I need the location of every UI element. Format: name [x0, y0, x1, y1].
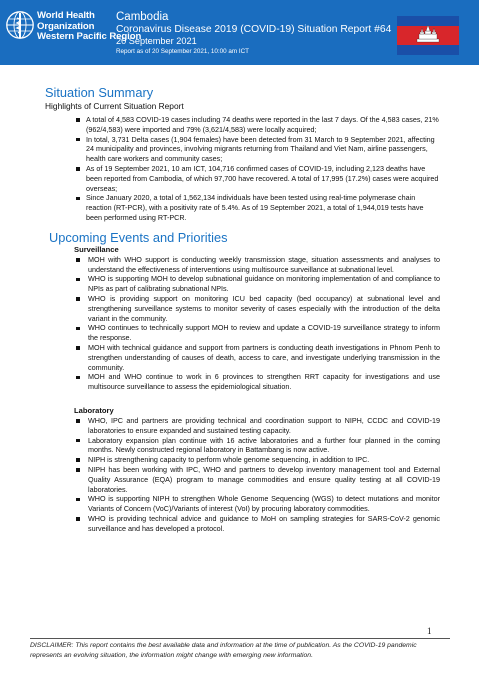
summary-bullet: A total of 4,583 COVID-19 cases including 74 deaths were reported in the last 7 days. Of the 4,583 cases, 21% (962/4,583) were imported and 79% (3,621/4,583) were locally acquired; — [86, 115, 439, 134]
surveillance-bullet: WHO continues to technically support MOH to review and update a COVID-19 surveillance strategy to inform the response. — [88, 323, 440, 343]
laboratory-bullet: Laboratory expansion plan continue with 16 active laboratories and a further four planned in the coming months. Newly constructed regional laboratory in Battambang is now active. — [88, 435, 440, 455]
surveillance-bullet: MOH with technical guidance and support from partners is conducting death investigations in Phnom Penh to strengthen understanding of causes of death, access to care, and investigate underlying transmission in the community. — [88, 342, 440, 372]
surveillance-bullet: WHO is providing support on monitoring ICU bed capacity (bed occupancy) at subnational level and strengthening surveillance systems to monitor severity of cases especially with the introduction of the delta variant in the community. — [88, 293, 440, 323]
who-emblem-icon — [5, 10, 35, 40]
situation-summary-subheading: Highlights of Current Situation Report — [45, 101, 184, 111]
laboratory-bullet: NIPH is strengthening capacity to perform whole genome sequencing, in addition to IPC. — [88, 455, 440, 465]
laboratory-bullet: WHO is supporting NIPH to strengthen Whole Genome Sequencing (WGS) to detect mutations and monitor Variants of Concern (VoC)/Variants of interest (VoI) by procuring laboratory commodities. — [88, 494, 440, 514]
situation-summary-heading: Situation Summary — [45, 85, 154, 100]
surveillance-bullet-list — [45, 255, 440, 392]
upcoming-events-heading: Upcoming Events and Priorities — [49, 229, 228, 245]
page-number: 1 — [427, 626, 432, 636]
report-header-banner — [0, 0, 479, 65]
summary-bullet: In total, 3,731 Delta cases (1,904 females) have been detected from 31 March to 9 September 2021, affecting 24 municipality and provinces, involving migrants returning from Thailand and Viet Nam, airline passengers, health care workers and community cases; — [86, 135, 440, 164]
summary-bullet-list — [45, 115, 440, 223]
summary-bullet: As of 19 September 2021, 10 am ICT, 104,716 confirmed cases of COVID-19, including 2,123 deaths have been reported from Cambodia, of which 97,700 have recovered. A total of 17,995 (17.2%) cases were acquired overseas; — [86, 163, 439, 193]
surveillance-bullet: MOH and WHO continue to work in 6 provinces to strengthen RRT capacity for investigations and use multisource surveillance to assess the epidemiological situation. — [88, 372, 440, 392]
laboratory-heading: Laboratory — [74, 405, 114, 415]
laboratory-bullet: WHO, IPC and partners are providing technical and coordination support to NIPH, CCDC and COVID-19 laboratories to ensure expanded and sustained testing capacity. — [88, 415, 440, 435]
org-region: Western Pacific Region — [37, 31, 142, 43]
laboratory-bullet-list — [45, 416, 440, 534]
laboratory-bullet: WHO is providing technical advice and guidance to MoH on sampling strategies for SARS-CoV-2 genomic surveillance and has developed a protocol. — [88, 513, 440, 533]
summary-bullet: Since January 2020, a total of 1,562,134 individuals have been tested using real-time polymerase chain reaction (RT-PCR), with a positivity rate of 5.4%. As of 19 September 2021, a total of 1,944,019 tests have been performed using RT-PCR. — [86, 193, 440, 222]
disclaimer-text: DISCLAIMER: This report contains the best available data and information at the time of publication. As the COVID-19 pandemic represents an evolving situation, the information might change with emerging new information. — [30, 638, 450, 660]
laboratory-bullet: NIPH has been working with IPC, WHO and partners to develop inventory management tool and External Quality Assurance (EQA) program to manage commodities and ensure quality testing at all COVID-19 laboratories. — [88, 464, 440, 494]
report-title: Coronavirus Disease 2019 (COVID-19) Situation Report #64 — [116, 24, 392, 35]
country-name: Cambodia — [116, 11, 169, 23]
surveillance-bullet: MOH with WHO support is conducting weekly transmission stage, situation assessments and analyses to understand the effectiveness of interventions using multisource surveillance at subnational level. — [88, 254, 440, 274]
report-asof: Report as of 20 September 2021, 10:00 am ICT — [116, 48, 250, 55]
surveillance-bullet: WHO is supporting MOH to develop subnational guidance on monitoring implementation of and compliance to NPIs as part of calibrating subnational NPIs. — [88, 274, 440, 294]
cambodia-flag-icon — [397, 16, 459, 55]
org-name-line1: World Health — [37, 10, 95, 21]
report-date: 20 September 2021 — [116, 36, 197, 46]
surveillance-heading: Surveillance — [74, 244, 119, 254]
report-title-block — [116, 11, 391, 56]
org-name-line2: Organization — [37, 20, 95, 32]
report-body — [45, 85, 440, 533]
